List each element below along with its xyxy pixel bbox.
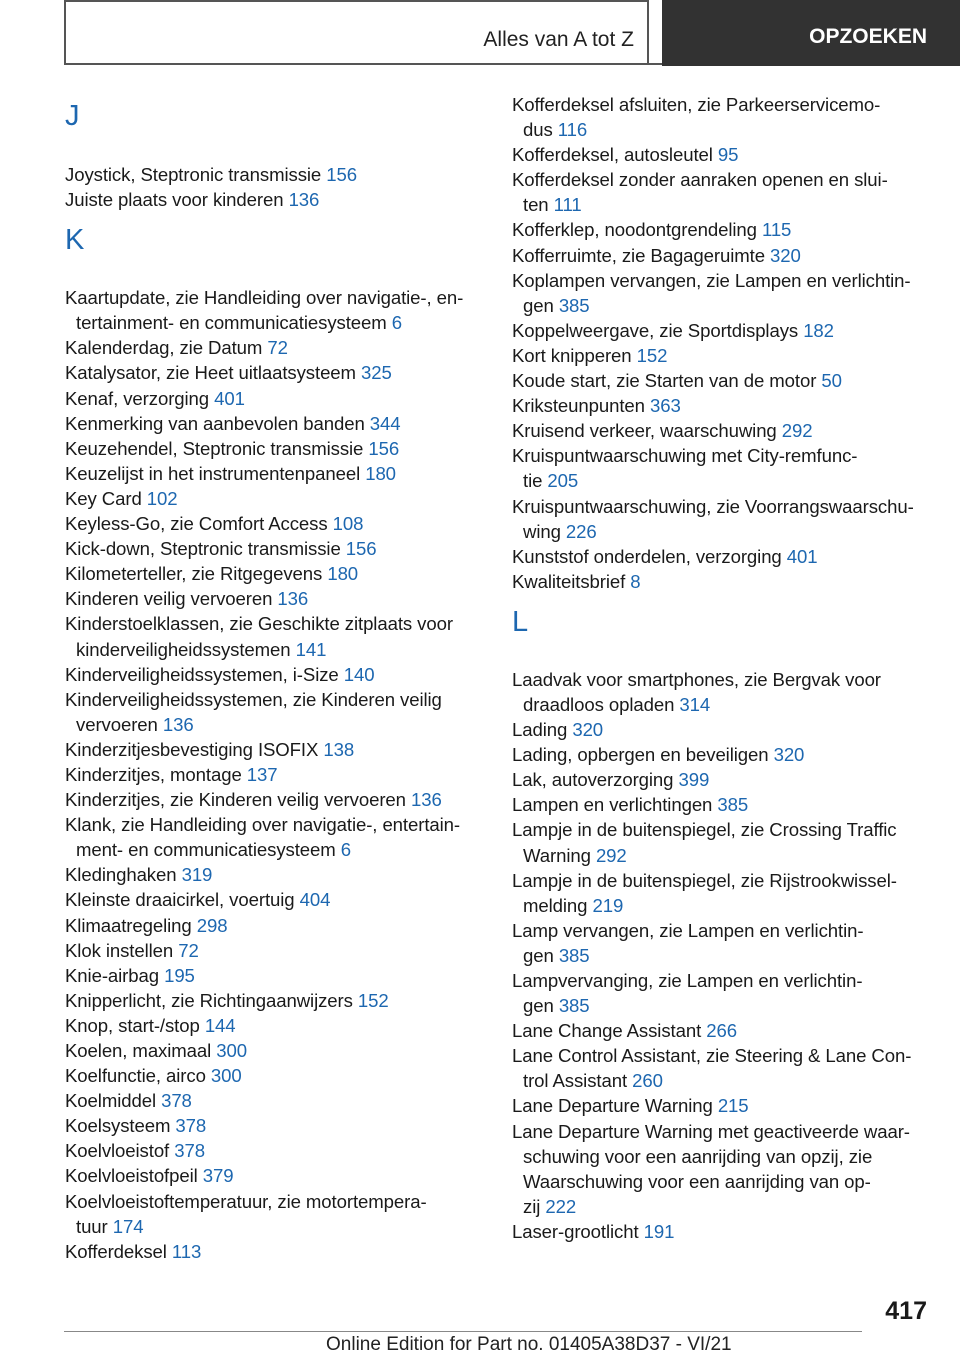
- header-top-rule: [66, 0, 649, 2]
- page-reference-link[interactable]: 191: [643, 1220, 675, 1242]
- page-reference-link[interactable]: 174: [112, 1215, 144, 1237]
- index-entry: [512, 569, 932, 594]
- index-entry: [512, 268, 932, 318]
- entry-text: Kinderzitjes, zie Kinderen veilig vervoeren: [65, 789, 406, 811]
- entry-text: draadloos opladen: [523, 693, 675, 715]
- index-entry: [65, 1163, 485, 1188]
- entry-text: Kilometerteller, zie Ritgegevens: [65, 563, 323, 585]
- index-entry: [65, 1088, 485, 1113]
- page-reference-link[interactable]: 113: [171, 1240, 202, 1262]
- index-entry: [65, 360, 485, 385]
- page-reference-link[interactable]: 219: [592, 894, 624, 916]
- index-entry: [512, 243, 932, 268]
- index-entry: [512, 368, 932, 393]
- entry-text: Lampen en verlichtingen: [512, 794, 713, 816]
- entry-text: Kruispuntwaarschuwing, zie Voorrangswaarschu-: [512, 495, 914, 517]
- entry-text: dus: [523, 119, 553, 141]
- index-entry: [512, 418, 932, 443]
- page-reference-link[interactable]: 215: [717, 1095, 749, 1117]
- tab-label: OPZOEKEN: [809, 25, 927, 48]
- index-entry: [65, 335, 485, 360]
- entry-text: Lampje in de buitenspiegel, zie Crossing Traffic: [512, 819, 897, 841]
- page-reference-link[interactable]: 401: [214, 387, 245, 409]
- index-entry: [65, 511, 485, 536]
- index-entry: [65, 787, 485, 812]
- entry-text: Waarschuwing voor een aanrijding van op-: [523, 1170, 871, 1192]
- entry-text: Kofferdeksel, autosleutel: [512, 144, 713, 166]
- page-reference-link[interactable]: 180: [327, 563, 359, 585]
- page-reference-link[interactable]: 102: [146, 487, 178, 509]
- entry-text: Lane Change Assistant: [512, 1020, 702, 1042]
- index-entry: [512, 1219, 932, 1244]
- page-reference-link[interactable]: 404: [299, 889, 331, 911]
- index-entry: [65, 486, 485, 511]
- entry-text: Lane Departure Warning: [512, 1095, 713, 1117]
- page-reference-link[interactable]: 156: [368, 437, 400, 459]
- entry-text: Kunststof onderdelen, verzorging: [512, 545, 782, 567]
- entry-text: Katalysator, zie Heet uitlaatsysteem: [65, 362, 356, 384]
- entry-text: Kofferdeksel afsluiten, zie Parkeerservicemo-: [512, 94, 881, 115]
- entry-text: Kleinste draaicirkel, voertuig: [65, 889, 295, 911]
- entry-text: Laadvak voor smartphones, zie Bergvak voor: [512, 668, 881, 690]
- entry-text: Keuzelijst in het instrumentenpaneel: [65, 462, 361, 484]
- entry-text: Koelen, maximaal: [65, 1040, 212, 1061]
- page-reference-link[interactable]: 8: [630, 570, 641, 592]
- l-entry-list: [512, 667, 932, 1244]
- entry-text: Warning: [523, 844, 591, 866]
- entry-text: Kwaliteitsbrief: [512, 570, 626, 592]
- j-entry-list: [65, 162, 485, 212]
- index-entry: [65, 586, 485, 611]
- index-entry: [65, 887, 485, 912]
- page-reference-link[interactable]: 137: [246, 763, 278, 785]
- index-entry: [512, 318, 932, 343]
- footer-edition: Online Edition for Part no. 01405A38D37 - VI/21: [326, 1334, 732, 1355]
- page-reference-link[interactable]: 385: [558, 294, 590, 316]
- page-reference-link[interactable]: 319: [181, 864, 213, 886]
- page-reference-link[interactable]: 320: [773, 744, 805, 766]
- page-reference-link[interactable]: 180: [365, 462, 396, 484]
- entry-text: Kenaf, verzorging: [65, 387, 210, 409]
- entry-text: Koelvloeistoftemperatuur, zie motortempera-: [65, 1190, 427, 1212]
- index-entry: [65, 1013, 485, 1038]
- page-reference-link[interactable]: 195: [164, 964, 195, 986]
- page-reference-link[interactable]: 298: [196, 914, 228, 936]
- index-entry: [512, 742, 932, 767]
- page-reference-link[interactable]: 378: [161, 1090, 192, 1112]
- index-entry: [65, 1239, 485, 1264]
- index-entry: [512, 918, 932, 968]
- index-entry: [512, 1018, 932, 1043]
- index-entry: [65, 913, 485, 938]
- page-reference-link[interactable]: 260: [632, 1070, 663, 1092]
- entry-text: ment- en communicatiesysteem: [76, 839, 336, 861]
- index-entry: [512, 667, 932, 717]
- index-entry: [65, 611, 485, 661]
- header-divider: [647, 0, 649, 65]
- index-entry: [512, 217, 932, 242]
- entry-text: Kriksteunpunten: [512, 395, 645, 417]
- page-reference-link[interactable]: 111: [553, 194, 582, 216]
- entry-text: Kinderveiligheidssystemen, zie Kinderen veilig: [65, 688, 442, 710]
- entry-text: Lak, autoverzorging: [512, 769, 674, 791]
- page-reference-link[interactable]: 136: [162, 713, 194, 735]
- entry-text: Kinderstoelklassen, zie Geschikte zitplaats voor: [65, 613, 453, 635]
- index-entry: [65, 1038, 485, 1063]
- entry-text: Kort knipperen: [512, 344, 632, 366]
- index-entry: [512, 443, 932, 493]
- index-entry: [512, 544, 932, 569]
- page-reference-link[interactable]: 320: [770, 244, 801, 266]
- entry-text: ten: [523, 194, 549, 216]
- index-letter-l: L: [512, 605, 529, 638]
- page-reference-link[interactable]: 72: [267, 337, 288, 359]
- index-letter-j: J: [65, 100, 80, 132]
- entry-text: Klok instellen: [65, 939, 174, 961]
- entry-text: tuur: [76, 1215, 108, 1237]
- entry-text: Koelvloeistofpeil: [65, 1165, 198, 1187]
- entry-text: Koude start, zie Starten van de motor: [512, 370, 817, 392]
- page-reference-link[interactable]: 385: [558, 995, 590, 1017]
- entry-text: Lading: [512, 719, 568, 741]
- page-reference-link[interactable]: 385: [558, 944, 590, 966]
- opzoeken-tab[interactable]: [662, 0, 960, 66]
- entry-text: Lamp vervangen, zie Lampen en verlichtin-: [512, 919, 864, 941]
- index-entry: [65, 386, 485, 411]
- page-reference-link[interactable]: 116: [557, 119, 588, 141]
- entry-text: Keuzehendel, Steptronic transmissie: [65, 437, 364, 459]
- index-entry: [65, 812, 485, 862]
- page-reference-link[interactable]: 378: [175, 1115, 207, 1137]
- page-reference-link[interactable]: 300: [216, 1040, 248, 1061]
- entry-text: Kaartupdate, zie Handleiding over navigatie-, en-: [65, 287, 464, 309]
- entry-text: Kofferklep, noodontgrendeling: [512, 219, 757, 241]
- page-reference-link[interactable]: 205: [547, 470, 579, 492]
- page-reference-link[interactable]: 292: [781, 420, 813, 442]
- index-entry: [65, 862, 485, 887]
- page-reference-link[interactable]: 141: [295, 638, 327, 660]
- entry-text: Kruispuntwaarschuwing met City-remfunc-: [512, 445, 858, 467]
- entry-text: gen: [523, 995, 554, 1017]
- page-reference-link[interactable]: 226: [565, 520, 597, 542]
- index-column-right: [512, 92, 932, 1244]
- entry-text: Kledinghaken: [65, 864, 177, 886]
- entry-text: Kinderzitjes, montage: [65, 763, 242, 785]
- index-entry: [65, 436, 485, 461]
- page-reference-link[interactable]: 50: [821, 370, 842, 392]
- index-entry: [512, 792, 932, 817]
- index-entry: [65, 687, 485, 737]
- entry-text: Kinderveiligheidssystemen, i-Size: [65, 663, 339, 685]
- entry-text: Kruisend verkeer, waarschuwing: [512, 420, 777, 442]
- k-entry-list: [65, 285, 485, 1264]
- page-reference-link[interactable]: 95: [717, 144, 739, 166]
- page-header: [0, 0, 960, 66]
- entry-text: Kofferruimte, zie Bagageruimte: [512, 244, 765, 266]
- page-reference-link[interactable]: 136: [277, 588, 309, 610]
- entry-text: Koelvloeistof: [65, 1140, 170, 1162]
- index-entry: [512, 142, 932, 167]
- page-reference-link[interactable]: 378: [174, 1140, 205, 1162]
- entry-text: Kofferdeksel: [65, 1240, 167, 1262]
- index-entry: [512, 968, 932, 1018]
- index-entry: [512, 1043, 932, 1093]
- entry-text: Kenmerking van aanbevolen banden: [65, 412, 365, 434]
- header-bottom-rule: [66, 63, 662, 65]
- entry-text: Keyless-Go, zie Comfort Access: [65, 513, 328, 535]
- entry-text: Klank, zie Handleiding over navigatie-, entertain-: [65, 814, 460, 836]
- index-entry: [65, 988, 485, 1013]
- page-reference-link[interactable]: 138: [323, 738, 355, 760]
- entry-text: gen: [523, 294, 554, 316]
- entry-text: Lane Control Assistant, zie Steering & Lane Con-: [512, 1045, 912, 1067]
- entry-text: Kinderen veilig vervoeren: [65, 588, 273, 610]
- entry-text: Koelfunctie, airco: [65, 1065, 206, 1087]
- k-entry-list-continued: [512, 92, 932, 594]
- header-left-rule: [64, 0, 66, 65]
- index-entry: [65, 662, 485, 687]
- entry-text: kinderveiligheidssystemen: [76, 638, 291, 660]
- page-reference-link[interactable]: 325: [361, 362, 392, 384]
- page-reference-link[interactable]: 300: [210, 1065, 242, 1087]
- index-entry: [512, 817, 932, 867]
- page-reference-link[interactable]: 182: [803, 319, 834, 341]
- entry-text: Lading, opbergen en beveiligen: [512, 744, 769, 766]
- index-entry: [512, 717, 932, 742]
- page-reference-link[interactable]: 156: [345, 538, 377, 560]
- page-reference-link[interactable]: 152: [357, 989, 389, 1011]
- page-reference-link[interactable]: 320: [572, 719, 604, 741]
- index-entry: [65, 762, 485, 787]
- index-letter-k: K: [65, 224, 85, 257]
- entry-text: Lampje in de buitenspiegel, zie Rijstrookwissel-: [512, 869, 897, 891]
- page-reference-link[interactable]: 152: [636, 344, 668, 366]
- page-reference-link[interactable]: 156: [326, 164, 357, 185]
- index-entry: [65, 1063, 485, 1088]
- entry-text: Koelmiddel: [65, 1090, 156, 1112]
- page-reference-link[interactable]: 266: [706, 1020, 737, 1042]
- index-entry: [512, 868, 932, 918]
- page-reference-link[interactable]: 363: [649, 395, 681, 417]
- index-entry: [512, 494, 932, 544]
- page-reference-link[interactable]: 379: [202, 1165, 234, 1187]
- entry-text: Lampvervanging, zie Lampen en verlichtin-: [512, 970, 863, 991]
- index-entry: [65, 187, 485, 212]
- entry-text: gen: [523, 944, 554, 966]
- entry-text: zij: [523, 1195, 541, 1217]
- entry-text: Kinderzitjesbevestiging ISOFIX: [65, 738, 319, 760]
- page-reference-link[interactable]: 399: [678, 769, 710, 791]
- entry-text: vervoeren: [76, 713, 158, 735]
- index-entry: [65, 1138, 485, 1163]
- page-reference-link[interactable]: 108: [332, 513, 364, 535]
- index-entry: [512, 1119, 932, 1219]
- index-entry: [512, 1093, 932, 1118]
- entry-text: Kofferdeksel zonder aanraken openen en slui-: [512, 169, 888, 191]
- index-entry: [65, 737, 485, 762]
- index-entry: [65, 461, 485, 486]
- entry-text: trol Assistant: [523, 1070, 628, 1092]
- entry-text: Key Card: [65, 487, 142, 509]
- index-entry: [512, 167, 932, 217]
- entry-text: Koplampen vervangen, zie Lampen en verlichtin-: [512, 269, 911, 291]
- index-entry: [65, 536, 485, 561]
- index-entry: [512, 767, 932, 792]
- page-reference-link[interactable]: 144: [204, 1014, 236, 1036]
- entry-text: melding: [523, 894, 588, 916]
- entry-text: tie: [523, 470, 543, 492]
- section-title: Alles van A tot Z: [483, 28, 634, 51]
- index-column-left: [65, 92, 485, 1264]
- page-reference-link[interactable]: 344: [369, 412, 401, 434]
- index-entry: [65, 162, 485, 187]
- entry-text: Joystick, Steptronic transmissie: [65, 164, 322, 185]
- entry-text: schuwing voor een aanrijding van opzij, zie: [523, 1145, 873, 1167]
- entry-text: Laser-grootlicht: [512, 1220, 639, 1242]
- page-reference-link[interactable]: 292: [595, 844, 627, 866]
- page-reference-link[interactable]: 222: [545, 1195, 577, 1217]
- index-entry: [512, 92, 932, 142]
- index-entry: [65, 285, 485, 335]
- index-entry: [65, 938, 485, 963]
- entry-text: Kick-down, Steptronic transmissie: [65, 538, 341, 560]
- page-reference-link[interactable]: 140: [343, 663, 375, 685]
- entry-text: Knipperlicht, zie Richtingaanwijzers: [65, 989, 353, 1011]
- index-entry: [65, 411, 485, 436]
- entry-text: Knie-airbag: [65, 964, 159, 986]
- index-entry: [65, 1113, 485, 1138]
- page-reference-link[interactable]: 401: [786, 545, 818, 567]
- page-reference-link[interactable]: 314: [679, 693, 711, 715]
- page-reference-link[interactable]: 6: [340, 839, 352, 861]
- index-entry: [512, 343, 932, 368]
- page-number: 417: [885, 1297, 927, 1325]
- page-reference-link[interactable]: 136: [288, 189, 320, 211]
- index-entry: [65, 963, 485, 988]
- page-reference-link[interactable]: 136: [410, 789, 442, 811]
- entry-text: Lane Departure Warning met geactiveerde waar-: [512, 1120, 910, 1142]
- footer-rule: [64, 1331, 862, 1332]
- page-reference-link[interactable]: 72: [178, 939, 199, 961]
- entry-text: wing: [523, 520, 561, 542]
- page-reference-link[interactable]: 385: [717, 794, 749, 816]
- entry-text: Juiste plaats voor kinderen: [65, 189, 284, 211]
- entry-text: tertainment- en communicatiesysteem: [76, 312, 387, 334]
- entry-text: Kalenderdag, zie Datum: [65, 337, 263, 359]
- page-reference-link[interactable]: 6: [391, 312, 402, 334]
- page-reference-link[interactable]: 115: [761, 219, 792, 241]
- entry-text: Klimaatregeling: [65, 914, 192, 936]
- entry-text: Koelsysteem: [65, 1115, 171, 1137]
- index-entry: [65, 561, 485, 586]
- entry-text: Koppelweergave, zie Sportdisplays: [512, 319, 799, 341]
- index-entry: [512, 393, 932, 418]
- index-entry: [65, 1189, 485, 1239]
- entry-text: Knop, start-/stop: [65, 1014, 200, 1036]
